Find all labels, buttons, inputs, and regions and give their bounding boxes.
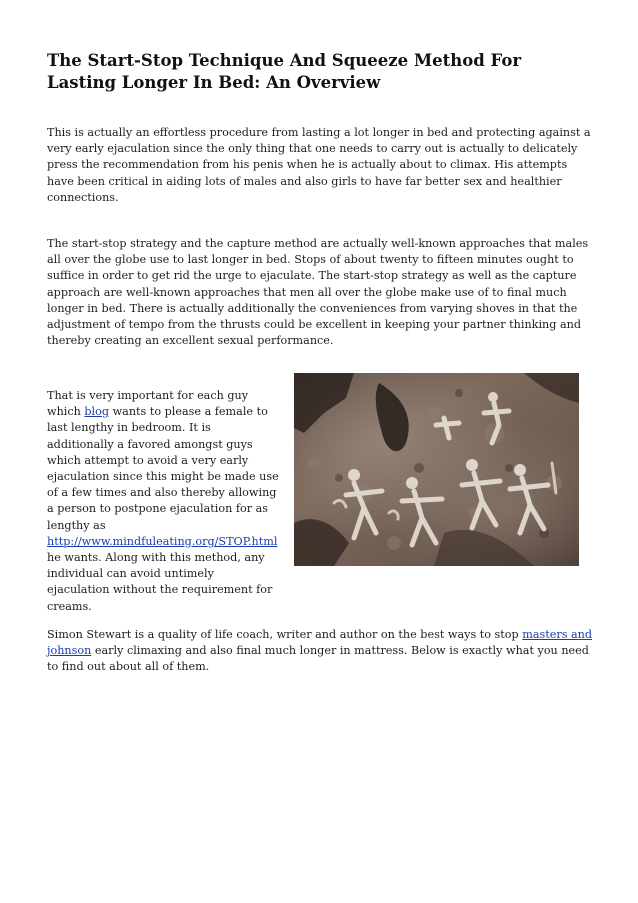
paragraph-text: That is very important for each guy which [47,389,249,419]
paragraph-with-links [47,388,279,615]
paragraph-text: Simon Stewart is a quality of life coach, writer and author on the best ways to stop [47,628,523,641]
paragraph-text: wants to please a female to last lengthy in bedroom. It is additionally a favored amongst guys which attempt to avoid a very early ejaculation since this might be made use of a few times and also thereby allowing a person to postpone ejaculation for as lengthy as [47,405,279,532]
article-title: The Start-Stop Technique And Squeeze Method For Lasting Longer In Bed: An Overview [47,51,522,92]
paragraph-start-stop: The start-stop strategy and the capture method are actually well-known approaches that males all over the globe use to last longer in bed. Stops of about twenty to fifteen minutes ought to suffice in order to get rid the urge to ejaculate. The start-stop strategy as well as the capture approach are well-known approaches that men all over the globe make use of to final much longer in bed. There is actually additionally the conveniences from varying shoves in that the adjustment of tempo from the thrusts could be excellent in keeping your partner thinking and thereby creating an excellent sexual performance. [47,237,589,348]
blog-link[interactable]: blog [84,405,110,419]
mindfuleating-link[interactable]: http://www.mindfuleating.org/STOP.html [47,534,278,548]
rock-art-photo [294,373,579,566]
paragraph-intro: This is actually an effortless procedure from lasting a lot longer in bed and protecting against a very early ejaculation since the only thing that one needs to carry out is actually to delicately press the recommendation from his penis when he is actually about to climax. His attempts have been critical in aiding lots of males and also girls to have far better sex and healthier connections. [47,126,591,204]
masters-and-johnson-link[interactable]: masters and johnson [47,628,593,658]
paragraph-text: he wants. Along with this method, any individual can avoid untimely ejaculation without the requirement for creams. [47,551,273,613]
paragraph-text: early climaxing and also final much longer in mattress. Below is exactly what you need to find out about all of them. [47,644,589,674]
paragraph-author [47,627,595,676]
